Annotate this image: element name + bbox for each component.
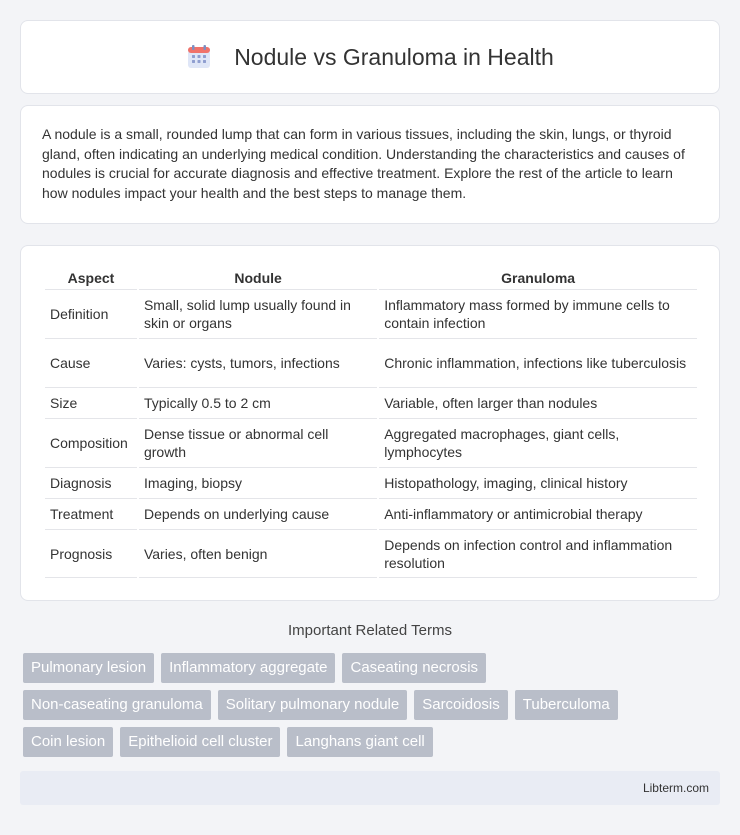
title-card <box>20 20 720 94</box>
intro-text: A nodule is a small, rounded lump that can form in various tissues, including the skin, lungs, or thyroid gland, often indicating an underlying medical condition. Understanding the characteristics and causes of nodules is crucial for accurate diagnosis and effective treatment. Explore the rest of the article to learn how nodules impact your health and the best steps to manage them. <box>42 126 685 201</box>
row-aspect: Definition <box>45 289 137 338</box>
related-terms-title: Important Related Terms <box>288 622 452 639</box>
row-nodule: Small, solid lump usually found in skin or organs <box>139 289 377 338</box>
header-nodule: Nodule <box>234 269 282 286</box>
page-title: Nodule vs Granuloma in Health <box>234 43 554 70</box>
tag-row <box>23 690 723 720</box>
row-granuloma: Variable, often larger than nodules <box>379 387 697 418</box>
table-row <box>45 338 697 387</box>
header-granuloma: Granuloma <box>501 269 576 286</box>
term-tag[interactable]: Solitary pulmonary nodule <box>218 690 407 720</box>
row-granuloma: Inflammatory mass formed by immune cells to contain infection <box>379 289 697 338</box>
table-row <box>45 498 697 529</box>
row-nodule: Varies: cysts, tumors, infections <box>139 338 377 387</box>
row-granuloma: Depends on infection control and inflammation resolution <box>379 529 697 578</box>
row-nodule: Dense tissue or abnormal cell growth <box>139 418 377 467</box>
term-tag[interactable]: Pulmonary lesion <box>23 653 154 683</box>
header-aspect: Aspect <box>67 269 115 286</box>
term-tag[interactable]: Langhans giant cell <box>287 727 432 757</box>
footer-site-link[interactable]: Libterm.com <box>642 781 709 795</box>
related-terms-list <box>23 653 723 764</box>
row-granuloma: Chronic inflammation, infections like tuberculosis <box>379 338 697 387</box>
table-row <box>45 289 697 338</box>
term-tag[interactable]: Sarcoidosis <box>414 690 508 720</box>
term-tag[interactable]: Non-caseating granuloma <box>23 690 211 720</box>
table-row <box>45 467 697 498</box>
term-tag[interactable]: Epithelioid cell cluster <box>120 727 280 757</box>
row-nodule: Depends on underlying cause <box>139 498 377 529</box>
table-row <box>45 529 697 578</box>
table-header-row <box>45 266 697 289</box>
footer <box>20 771 720 805</box>
row-aspect: Diagnosis <box>45 467 137 498</box>
table-row <box>45 387 697 418</box>
row-aspect: Prognosis <box>45 529 137 578</box>
row-aspect: Size <box>45 387 137 418</box>
row-nodule: Imaging, biopsy <box>139 467 377 498</box>
tag-row <box>23 727 723 757</box>
row-aspect: Composition <box>45 418 137 467</box>
tag-row <box>23 653 723 683</box>
row-nodule: Varies, often benign <box>139 529 377 578</box>
intro-card <box>20 105 720 224</box>
comparison-table <box>43 266 699 578</box>
term-tag[interactable]: Inflammatory aggregate <box>161 653 335 683</box>
term-tag[interactable]: Caseating necrosis <box>342 653 486 683</box>
term-tag[interactable]: Coin lesion <box>23 727 113 757</box>
row-granuloma: Anti-inflammatory or antimicrobial therapy <box>379 498 697 529</box>
comparison-card <box>20 245 720 601</box>
row-nodule: Typically 0.5 to 2 cm <box>139 387 377 418</box>
table-row <box>45 418 697 467</box>
row-aspect: Treatment <box>45 498 137 529</box>
term-tag[interactable]: Tuberculoma <box>515 690 618 720</box>
calendar-grid-icon <box>186 44 212 70</box>
row-granuloma: Histopathology, imaging, clinical history <box>379 467 697 498</box>
row-aspect: Cause <box>45 338 137 387</box>
row-granuloma: Aggregated macrophages, giant cells, lymphocytes <box>379 418 697 467</box>
